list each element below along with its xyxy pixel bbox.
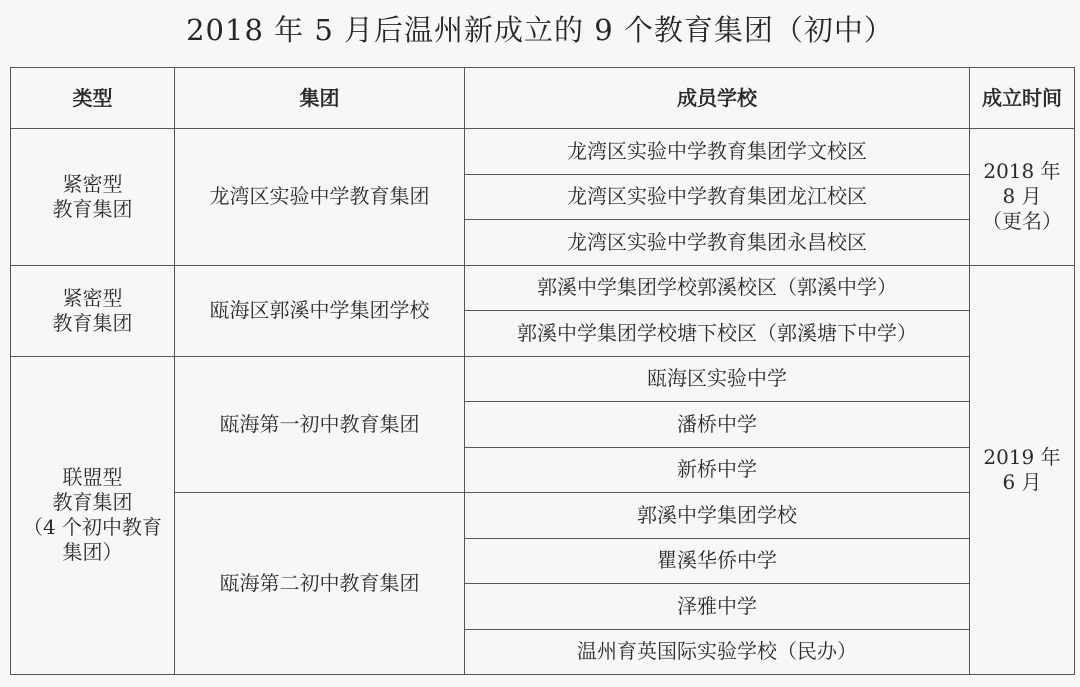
type-line: 联盟型	[62, 465, 123, 490]
school-cell: 瞿溪华侨中学	[465, 538, 970, 584]
school-cell: 新桥中学	[465, 447, 970, 493]
group-name-cell: 瓯海第二初中教育集团	[175, 493, 465, 675]
header-row	[11, 68, 1075, 129]
school-cell: 郭溪中学集团学校郭溪校区（郭溪中学）	[465, 265, 970, 311]
type-cell	[11, 265, 175, 356]
group-name-cell: 瓯海区郭溪中学集团学校	[175, 265, 465, 356]
time-cell	[970, 129, 1075, 266]
education-groups-table	[10, 67, 1075, 675]
header-group: 集团	[175, 68, 465, 129]
school-cell: 瓯海区实验中学	[465, 356, 970, 402]
time-cell	[970, 265, 1075, 675]
header-type: 类型	[11, 68, 175, 129]
type-line: 教育集团	[52, 310, 133, 335]
time-line: （更名）	[982, 209, 1062, 234]
school-cell: 温州育英国际实验学校（民办）	[465, 629, 970, 675]
school-cell: 龙湾区实验中学教育集团学文校区	[465, 129, 970, 175]
table-row	[11, 265, 1075, 311]
time-line: 6 月	[1002, 469, 1042, 494]
table-row	[11, 356, 1075, 402]
school-cell: 郭溪中学集团学校	[465, 493, 970, 539]
type-line: 教育集团	[52, 490, 133, 515]
group-name-cell: 瓯海第一初中教育集团	[175, 356, 465, 493]
type-line: 教育集团	[52, 196, 133, 221]
type-cell	[11, 356, 175, 675]
time-line: 2018 年	[983, 159, 1061, 184]
type-line: 集团）	[62, 540, 123, 565]
school-cell: 龙湾区实验中学教育集团永昌校区	[465, 220, 970, 266]
school-cell: 泽雅中学	[465, 584, 970, 630]
time-line: 2019 年	[983, 444, 1061, 469]
type-cell	[11, 129, 175, 266]
type-line: （4 个初中教育	[22, 515, 163, 540]
page-title: 2018 年 5 月后温州新成立的 9 个教育集团（初中）	[186, 13, 894, 47]
school-cell: 郭溪中学集团学校塘下校区（郭溪塘下中学）	[465, 311, 970, 357]
type-line: 紧密型	[62, 171, 123, 196]
school-cell: 龙湾区实验中学教育集团龙江校区	[465, 174, 970, 220]
group-name-cell: 龙湾区实验中学教育集团	[175, 129, 465, 266]
header-schools: 成员学校	[465, 68, 970, 129]
school-cell: 潘桥中学	[465, 402, 970, 448]
time-line: 8 月	[1002, 184, 1042, 209]
header-time: 成立时间	[970, 68, 1075, 129]
table-row	[11, 129, 1075, 175]
type-line: 紧密型	[62, 285, 123, 310]
